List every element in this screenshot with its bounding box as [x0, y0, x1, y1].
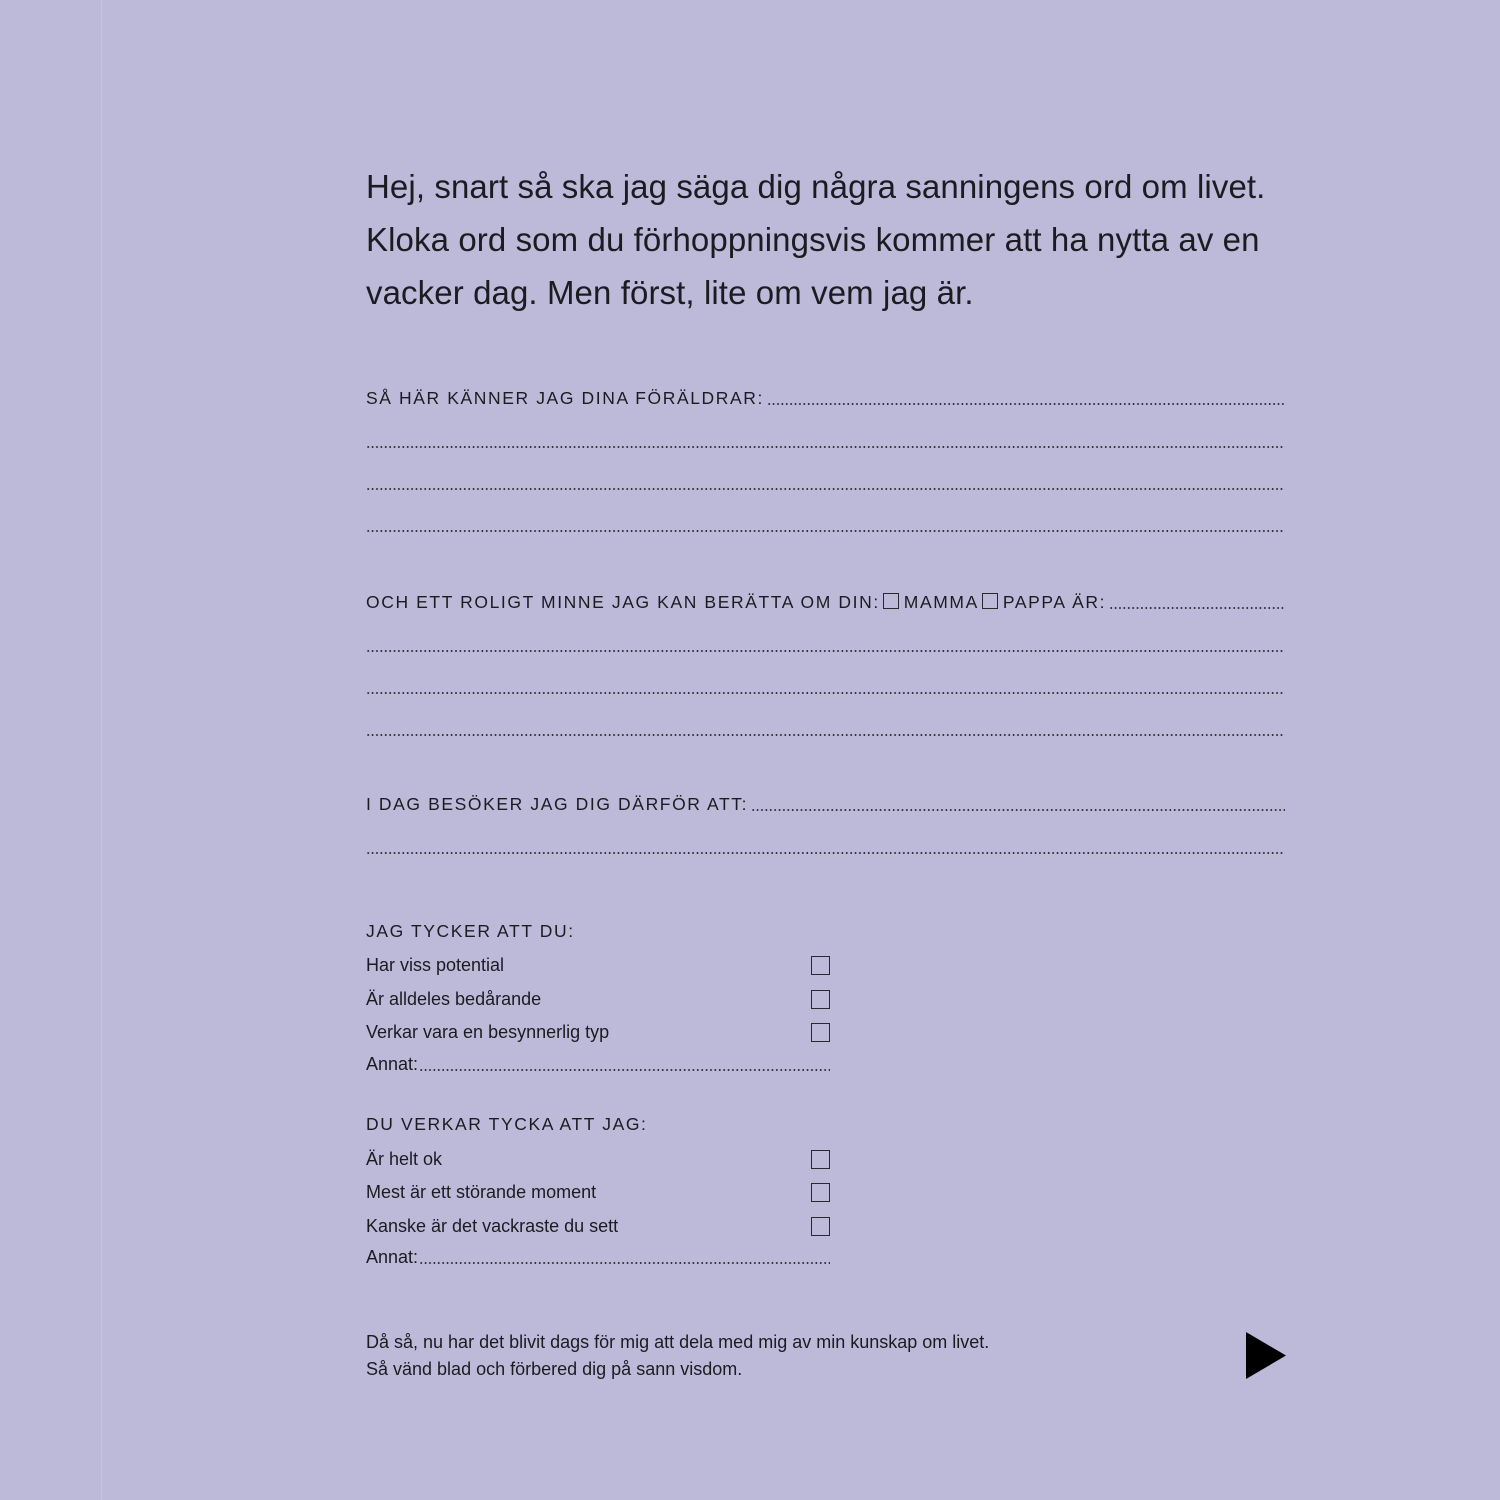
other-label: Annat:: [366, 1247, 419, 1267]
outro-line-1: Då så, nu har det blivit dags för mig att dela med mig av min kunskap om livet.: [366, 1332, 990, 1352]
dotted-fill-line: [419, 1262, 830, 1264]
dotted-fill-line: [366, 446, 1285, 448]
outro-line-2: Så vänd blad och förbered dig på sann visdom.: [366, 1359, 743, 1379]
you-think-other-line[interactable]: [366, 1245, 830, 1269]
memory-line-3[interactable]: [366, 675, 1285, 699]
option-label: Verkar vara en besynnerlig typ: [366, 1022, 610, 1042]
option-checkbox[interactable]: [811, 956, 830, 975]
dotted-fill-line: [419, 1069, 830, 1071]
i-think-option-1[interactable]: [366, 953, 831, 977]
play-triangle-icon[interactable]: [1246, 1332, 1286, 1379]
option-label: Mest är ett störande moment: [366, 1182, 597, 1202]
i-think-option-3[interactable]: [366, 1020, 831, 1044]
dotted-fill-line: [1109, 607, 1285, 609]
option-checkbox[interactable]: [811, 1183, 830, 1202]
visit-label: I DAG BESÖKER JAG DIG DÄRFÖR ATT:: [366, 794, 749, 814]
i-think-option-2[interactable]: [366, 987, 831, 1011]
option-checkbox[interactable]: [811, 1150, 830, 1169]
parents-line-2[interactable]: [366, 429, 1285, 453]
other-label: Annat:: [366, 1054, 419, 1074]
outro-text: [366, 1329, 1126, 1383]
dotted-fill-line: [366, 734, 1285, 736]
pappa-checkbox[interactable]: [982, 593, 998, 609]
dotted-fill-line: [366, 852, 1285, 854]
parents-line-3[interactable]: [366, 471, 1285, 495]
option-checkbox[interactable]: [811, 1217, 830, 1236]
memory-label-end: ÄR:: [1072, 592, 1107, 612]
dotted-fill-line: [366, 530, 1285, 532]
you-think-heading: DU VERKAR TYCKA ATT JAG:: [366, 1114, 648, 1134]
dotted-fill-line: [366, 650, 1285, 652]
pappa-option-label: PAPPA: [1002, 592, 1066, 612]
memory-line-1[interactable]: [366, 590, 1285, 614]
option-label: Är alldeles bedårande: [366, 989, 542, 1009]
option-label: Har viss potential: [366, 955, 505, 975]
dotted-fill-line: [751, 809, 1285, 811]
dotted-fill-line: [366, 692, 1285, 694]
i-think-other-line[interactable]: [366, 1052, 830, 1076]
parents-label: SÅ HÄR KÄNNER JAG DINA FÖRÄLDRAR:: [366, 388, 765, 408]
you-think-option-3[interactable]: [366, 1214, 831, 1238]
visit-line-1[interactable]: [366, 792, 1285, 816]
you-think-option-2[interactable]: [366, 1180, 831, 1204]
option-checkbox[interactable]: [811, 1023, 830, 1042]
you-think-option-1[interactable]: [366, 1147, 831, 1171]
dotted-fill-line: [366, 488, 1285, 490]
visit-line-2[interactable]: [366, 835, 1285, 859]
memory-label: [366, 590, 1106, 614]
option-label: Kanske är det vackraste du sett: [366, 1216, 619, 1236]
mamma-option-label: MAMMA: [903, 592, 979, 612]
option-label: Är helt ok: [366, 1149, 443, 1169]
option-checkbox[interactable]: [811, 990, 830, 1009]
parents-line-1[interactable]: [366, 386, 1285, 410]
dotted-fill-line: [767, 403, 1285, 405]
memory-line-4[interactable]: [366, 717, 1285, 741]
parents-line-4[interactable]: [366, 513, 1285, 537]
i-think-heading: JAG TYCKER ATT DU:: [366, 921, 575, 941]
intro-paragraph: Hej, snart så ska jag säga dig några sanningens ord om livet. Kloka ord som du förhoppningsvis kommer att ha nytta av en vacker dag. Men först, lite om vem jag är.: [366, 168, 1266, 311]
page-fold-line: [101, 0, 102, 1500]
memory-label-start: OCH ETT ROLIGT MINNE JAG KAN BERÄTTA OM DIN:: [366, 592, 880, 612]
mamma-checkbox[interactable]: [883, 593, 899, 609]
memory-line-2[interactable]: [366, 633, 1285, 657]
